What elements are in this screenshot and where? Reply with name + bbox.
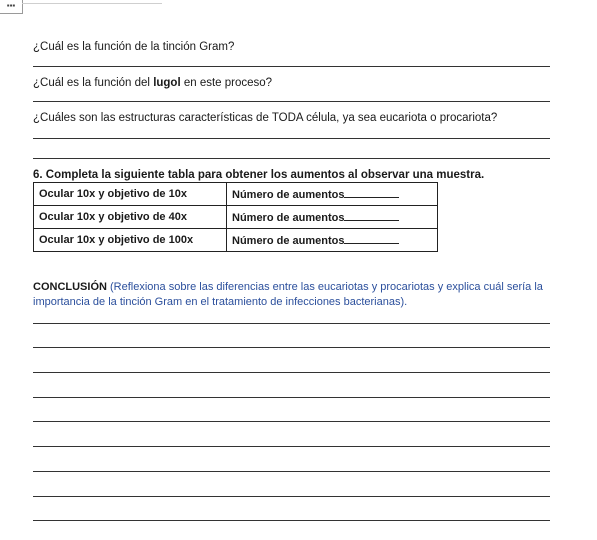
answer-line[interactable] bbox=[33, 66, 550, 67]
answer-line[interactable] bbox=[33, 323, 550, 324]
answer-line[interactable] bbox=[33, 446, 550, 447]
table-cell-magnification bbox=[227, 183, 438, 206]
answer-line[interactable] bbox=[33, 471, 550, 472]
magnification-label: Número de aumentos bbox=[232, 189, 345, 201]
magnification-blank[interactable] bbox=[344, 187, 399, 198]
question-cell-structures: ¿Cuáles son las estructuras características de TODA célula, ya sea eucariota o procariota? bbox=[33, 112, 498, 124]
answer-line[interactable] bbox=[33, 158, 550, 159]
table-row bbox=[34, 206, 438, 229]
answer-line[interactable] bbox=[33, 397, 550, 398]
table-cell-magnification bbox=[227, 206, 438, 229]
table-cell-ocular-objective: Ocular 10x y objetivo de 10x bbox=[34, 183, 227, 206]
answer-line[interactable] bbox=[33, 138, 550, 139]
magnification-blank[interactable] bbox=[344, 233, 399, 244]
question-lugol-function bbox=[33, 76, 272, 90]
table-cell-magnification bbox=[227, 229, 438, 252]
answer-line[interactable] bbox=[33, 520, 550, 521]
table-cell-ocular-objective: Ocular 10x y objetivo de 40x bbox=[34, 206, 227, 229]
magnification-blank[interactable] bbox=[344, 210, 399, 221]
table-cell-ocular-objective: Ocular 10x y objetivo de 100x bbox=[34, 229, 227, 252]
answer-line[interactable] bbox=[33, 372, 550, 373]
answer-line[interactable] bbox=[33, 496, 550, 497]
magnification-label: Número de aumentos bbox=[232, 235, 345, 247]
question-lugol-bold-word: lugol bbox=[153, 77, 181, 89]
magnification-label: Número de aumentos bbox=[232, 212, 345, 224]
answer-line[interactable] bbox=[33, 101, 550, 102]
table-row bbox=[34, 229, 438, 252]
question-lugol-text-before: ¿Cuál es la función del bbox=[33, 77, 154, 89]
magnification-table bbox=[33, 182, 438, 252]
page-top-rule bbox=[22, 0, 162, 4]
question-lugol-text-after: en este proceso? bbox=[180, 77, 273, 89]
section-6-heading: 6. Completa la siguiente tabla para obtener los aumentos al observar una muestra. bbox=[33, 169, 485, 181]
conclusion-title: CONCLUSIÓN bbox=[33, 281, 107, 293]
page-corner-mark: ▪▪▪ bbox=[0, 0, 23, 14]
answer-line[interactable] bbox=[33, 421, 550, 422]
answer-line[interactable] bbox=[33, 347, 550, 348]
question-gram-function: ¿Cuál es la función de la tinción Gram? bbox=[33, 41, 235, 53]
table-row bbox=[34, 183, 438, 206]
conclusion-instructions: (Reflexiona sobre las diferencias entre las eucariotas y procariotas y explica cuál sería la importancia de la tinción Gram en el tratamiento de infecciones bacterianas). bbox=[33, 281, 543, 308]
conclusion-paragraph bbox=[33, 280, 563, 310]
